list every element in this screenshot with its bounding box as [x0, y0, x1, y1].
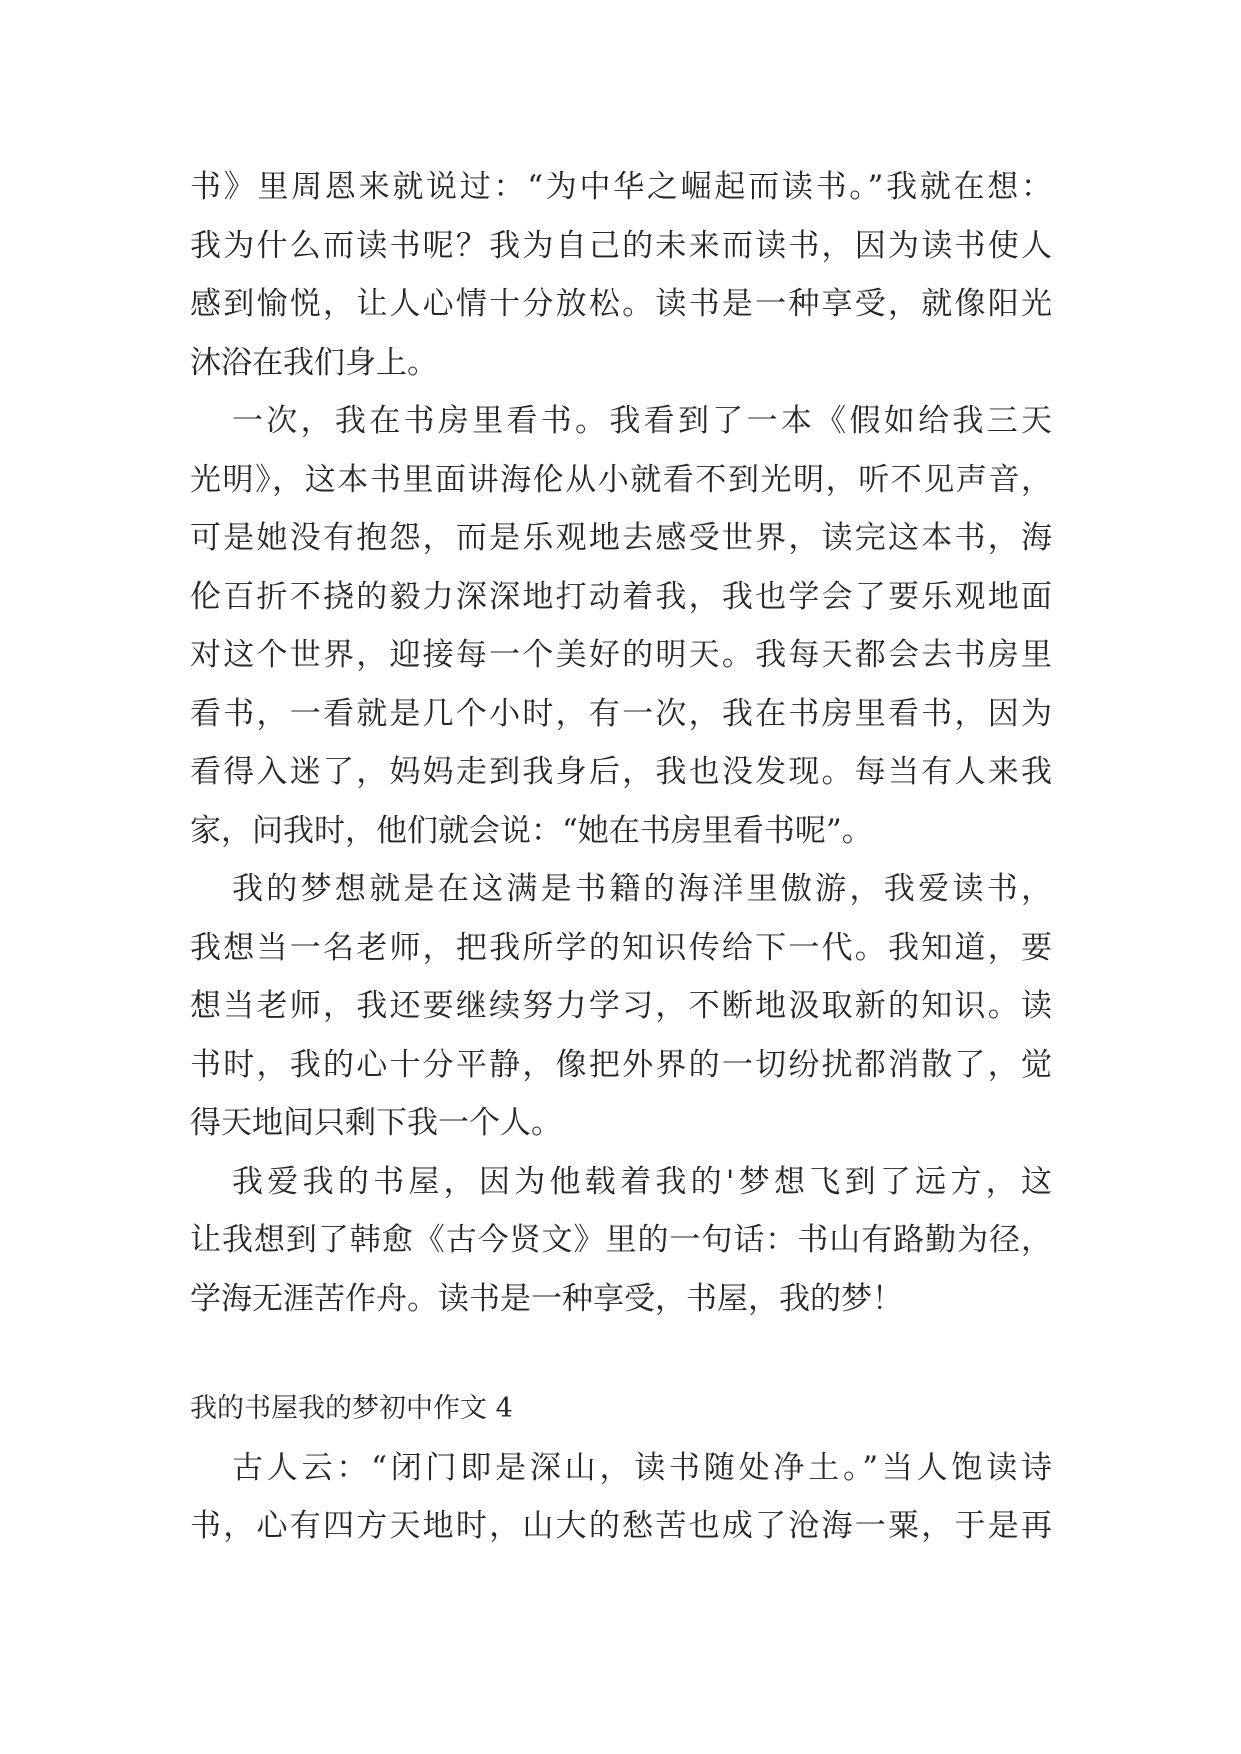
text-line: 对这个世界，迎接每一个美好的明天。我每天都会去书房里	[190, 637, 1052, 673]
text-line: 得天地间只剩下我一个人。	[190, 1105, 562, 1141]
text-line: 看书，一看就是几个小时，有一次，我在书房里看书，因为	[190, 695, 1052, 732]
text-line: 书》里周恩来就说过：“为中华之崛起而读书。”我就在想：	[190, 169, 1052, 205]
text-line: 书，心有四方天地时，山大的愁苦也成了沧海一粟，于是再	[190, 1508, 1052, 1544]
text-line: 家，问我时，他们就会说：“她在书房里看书呢”。	[190, 812, 873, 849]
section-heading: 我的书屋我的梦初中作文 4	[190, 1393, 513, 1424]
text-line: 学海无涯苦作舟。读书是一种享受，书屋，我的梦！	[190, 1280, 903, 1317]
text-line: 光明》，这本书里面讲海伦从小就看不到光明，听不见声音，	[190, 461, 1052, 498]
paragraph-first-line: 我爱我的书屋，因为他载着我的'梦想飞到了远方，这	[232, 1163, 1052, 1200]
text-line: 书时，我的心十分平静，像把外界的一切纷扰都消散了，觉	[190, 1046, 1052, 1083]
text-line: 我想当一名老师，把我所学的知识传给下一代。我知道，要	[190, 929, 1052, 966]
paragraph-first-line: 一次，我在书房里看书。我看到了一本《假如给我三天	[232, 403, 1052, 439]
text-line: 看得入迷了，妈妈走到我身后，我也没发现。每当有人来我	[190, 754, 1052, 790]
text-line: 可是她没有抱怨，而是乐观地去感受世界，读完这本书，海	[190, 520, 1052, 556]
document-page	[190, 158, 1052, 1556]
paragraph-first-line: 古人云：“闭门即是深山，读书随处净土。”当人饱读诗	[232, 1449, 1052, 1486]
text-line: 感到愉悦，让人心情十分放松。读书是一种享受，就像阳光	[190, 286, 1052, 322]
text-line: 想当老师，我还要继续努力学习，不断地汲取新的知识。读	[190, 988, 1052, 1024]
text-line: 让我想到了韩愈《古今贤文》里的一句话：书山有路勤为径，	[190, 1222, 1052, 1258]
text-line: 沐浴在我们身上。	[190, 344, 438, 381]
text-line: 我为什么而读书呢？我为自己的未来而读书，因为读书使人	[190, 227, 1052, 264]
text-line: 伦百折不挠的毅力深深地打动着我，我也学会了要乐观地面	[190, 578, 1052, 615]
paragraph-first-line: 我的梦想就是在这满是书籍的海洋里傲游，我爱读书，	[232, 871, 1052, 907]
